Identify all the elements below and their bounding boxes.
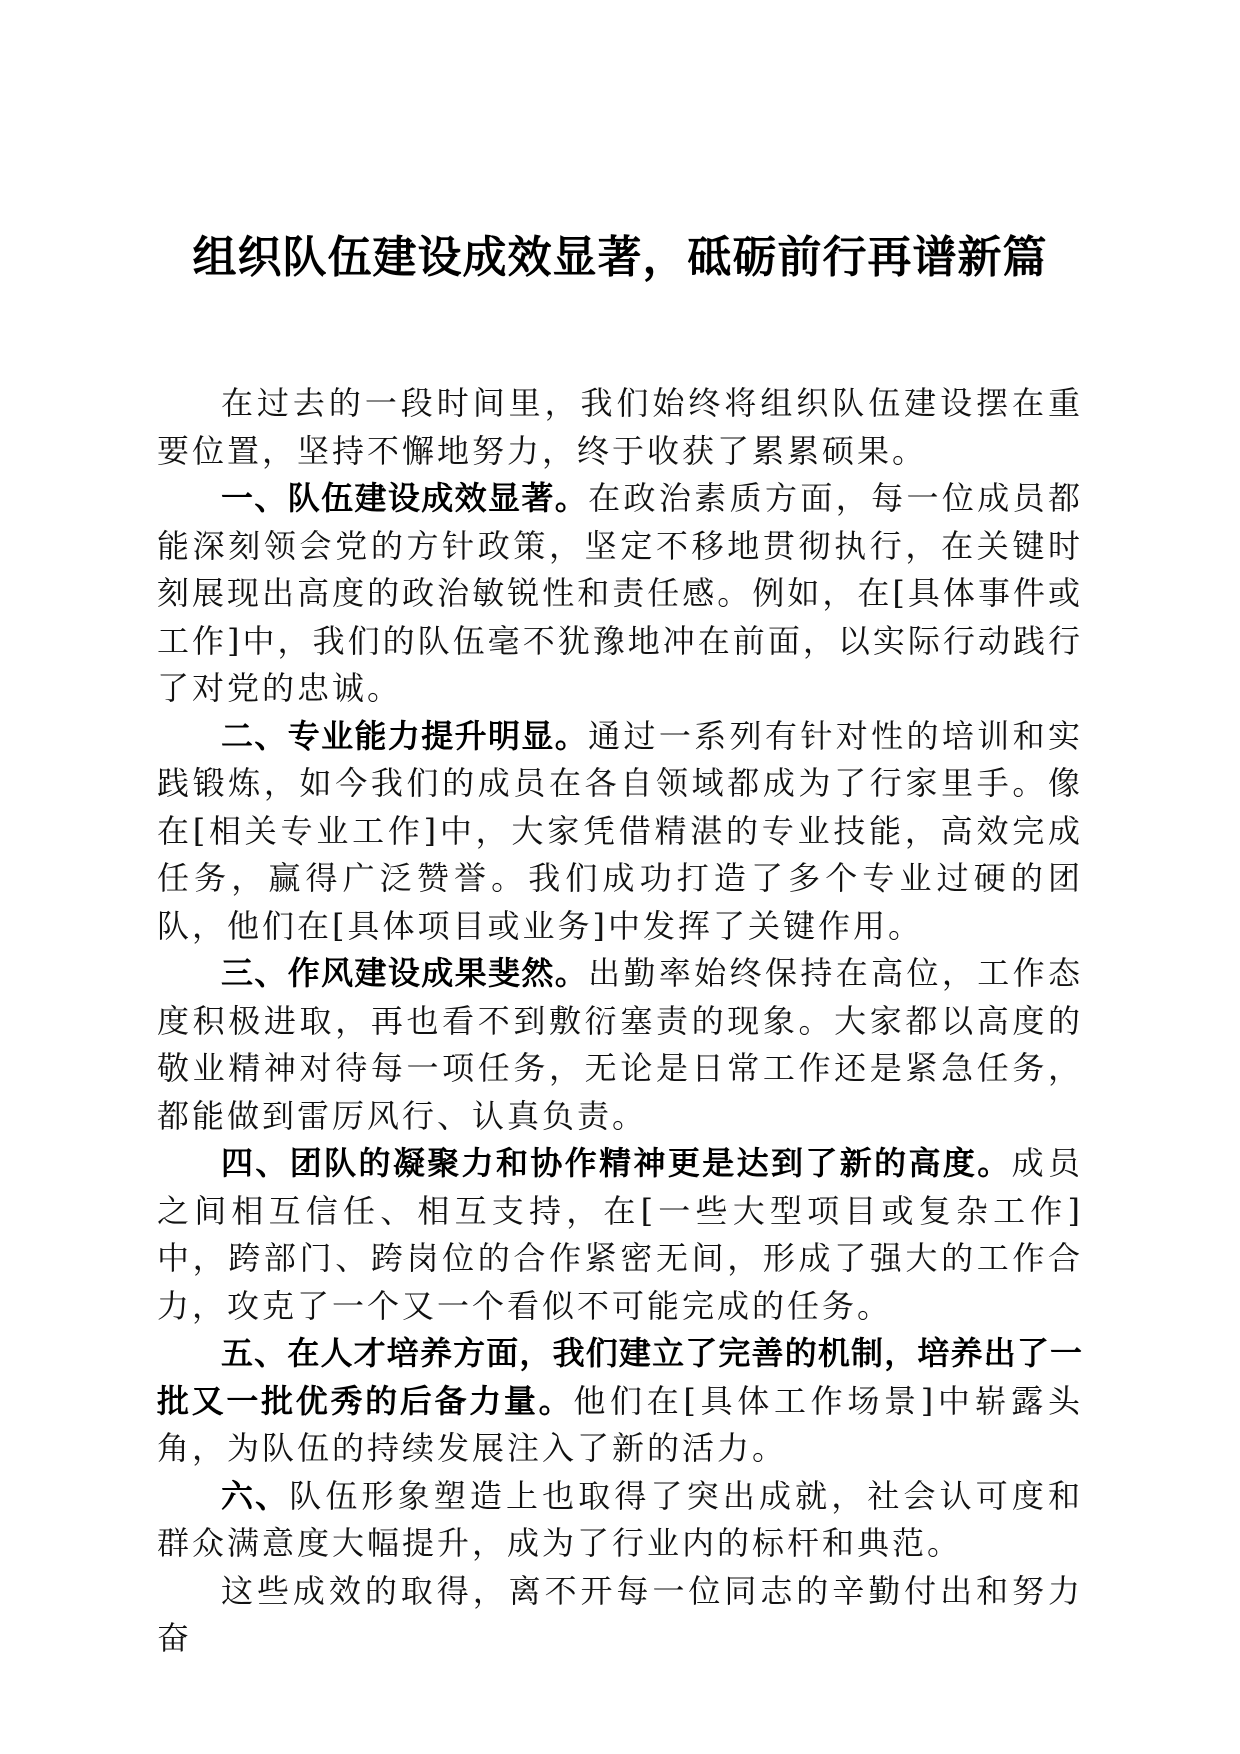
intro-paragraph: 在过去的一段时间里，我们始终将组织队伍建设摆在重要位置，坚持不懈地努力，终于收获了累累硕果。 [157, 384, 1083, 470]
section-text-2: 通过一系列有针对性的培训和实践锻炼，如今我们的成员在各自领域都成为了行家里手。像在[相关专业工作]中，大家凭借精湛的专业技能，高效完成任务，赢得广泛赞誉。我们成功打造了多个专业过硬的团队，他们在[具体项目或业务]中发挥了关键作用。 [157, 716, 1083, 945]
section-heading-3: 三、作风建设成果斐然。 [221, 954, 589, 992]
section-paragraph-3 [157, 950, 1083, 1140]
document-body [157, 380, 1083, 1663]
section-heading-2: 二、专业能力提升明显。 [221, 716, 589, 755]
section-text-3: 出勤率始终保持在高位，工作态度积极进取，再也看不到敷衍塞责的现象。大家都以高度的敬业精神对待每一项任务，无论是日常工作还是紧急任务，都能做到雷厉风行、认真负责。 [157, 954, 1083, 1135]
section-heading-4: 四、团队的凝聚力和协作精神更是达到了新的高度。 [221, 1144, 1012, 1182]
section-text-1: 在政治素质方面，每一位成员都能深刻领会党的方针政策，坚定不移地贯彻执行，在关键时刻展现出高度的政治敏锐性和责任感。例如，在[具体事件或工作]中，我们的队伍毫不犹豫地冲在前面，以实际行动践行了对党的忠诚。 [157, 479, 1083, 707]
document-title: 组织队伍建设成效显著，砥砺前行再谱新篇 [192, 232, 1048, 283]
section-paragraph-4 [157, 1140, 1083, 1330]
closing-paragraph: 这些成效的取得，离不开每一位同志的辛勤付出和努力奋 [157, 1571, 1083, 1657]
section-paragraph-6 [157, 1473, 1083, 1568]
section-heading-6: 六、 [221, 1476, 290, 1515]
section-paragraph-1 [157, 475, 1083, 713]
section-text-6: 队伍形象塑造上也取得了突出成就，社会认可度和群众满意度大幅提升，成为了行业内的标杆和典范。 [157, 1476, 1083, 1562]
section-heading-1: 一、队伍建设成效显著。 [221, 479, 589, 517]
section-text-4: 成员之间相互信任、相互支持，在[一些大型项目或复杂工作]中，跨部门、跨岗位的合作紧密无间，形成了强大的工作合力，攻克了一个又一个看似不可能完成的任务。 [157, 1144, 1083, 1325]
section-heading-5: 五、在人才培养方面，我们建立了完善的机制，培养出了一批又一批优秀的后备力量。 [157, 1334, 1083, 1420]
section-paragraph-2 [157, 713, 1083, 951]
section-text-5: 他们在[具体工作场景]中崭露头角，为队伍的持续发展注入了新的活力。 [157, 1381, 1083, 1467]
section-paragraph-5 [157, 1330, 1083, 1473]
